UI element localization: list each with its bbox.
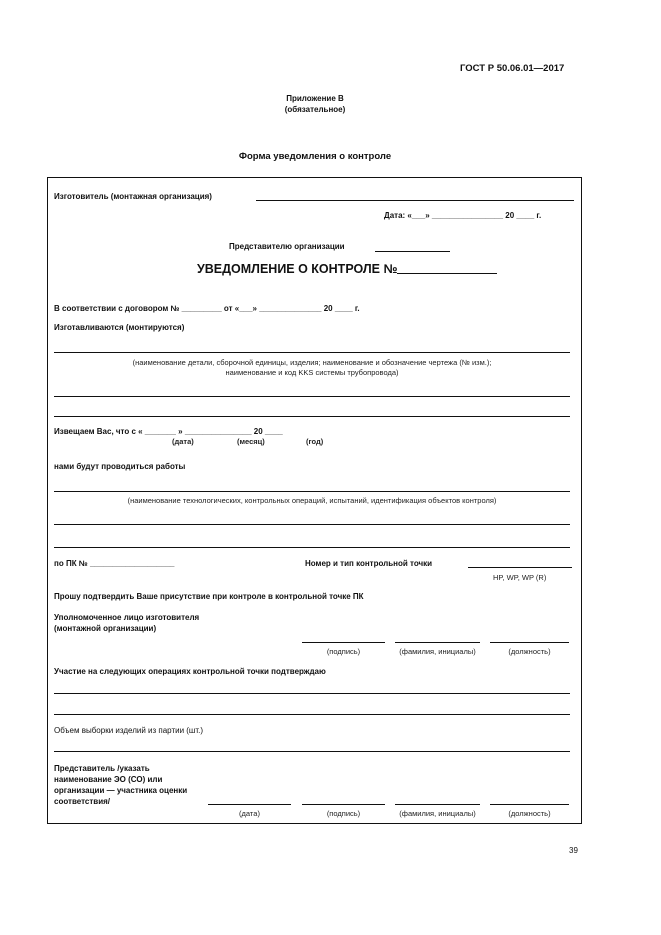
appendix-title: Приложение В bbox=[286, 94, 344, 103]
hint-name-2: (фамилия, инициалы) bbox=[399, 809, 476, 818]
sample-volume-label: Объем выборки изделий из партии (шт.) bbox=[54, 726, 204, 735]
hint-month: (месяц) bbox=[237, 437, 265, 446]
control-point-types: HP, WP, WP (R) bbox=[493, 573, 547, 582]
hint-date: (дата) bbox=[172, 437, 194, 446]
representative-label: Представителю организации bbox=[229, 242, 345, 251]
representative-line[interactable] bbox=[375, 251, 450, 252]
notice-number-line[interactable] bbox=[397, 273, 497, 274]
works-label: нами будут проводиться работы bbox=[54, 462, 186, 471]
eo-name-line[interactable] bbox=[395, 804, 480, 805]
hint-signature-1: (подпись) bbox=[326, 647, 361, 656]
hint-position-1: (должность) bbox=[508, 647, 551, 656]
part-line-2[interactable] bbox=[54, 396, 570, 397]
hint-date-2: (дата) bbox=[239, 809, 260, 818]
manufacturer-label: Изготовитель (монтажная организация) bbox=[54, 192, 212, 201]
works-line-3[interactable] bbox=[54, 547, 570, 548]
participation-label: Участие на следующих операциях контрольной точки подтверждаю bbox=[54, 667, 326, 676]
hint-part-line2: наименование и код KKS системы трубопровода) bbox=[225, 368, 399, 377]
authorized-position-line[interactable] bbox=[490, 642, 569, 643]
notice-title: УВЕДОМЛЕНИЕ О КОНТРОЛЕ № bbox=[197, 262, 398, 276]
authorized-person: Уполномоченное лицо изготовителя (монтажной организации) bbox=[54, 613, 200, 633]
date-label: Дата: «___» ________________ 20 ____ г. bbox=[384, 211, 542, 220]
control-point-label: Номер и тип контрольной точки bbox=[305, 559, 433, 568]
manufactured-label: Изготавливаются (монтируются) bbox=[54, 323, 185, 332]
manufacturer-line[interactable] bbox=[256, 200, 574, 201]
works-line-2[interactable] bbox=[54, 524, 570, 525]
part-line-1[interactable] bbox=[54, 352, 570, 353]
part-line-3[interactable] bbox=[54, 416, 570, 417]
eo-date-line[interactable] bbox=[208, 804, 291, 805]
confirm-request: Прошу подтвердить Ваше присутствие при контроле в контрольной точке ПК bbox=[54, 592, 364, 601]
participation-line-2[interactable] bbox=[54, 714, 570, 715]
standard-number: ГОСТ Р 50.06.01—2017 bbox=[460, 63, 565, 74]
pk-label: по ПК № ___________________ bbox=[54, 559, 175, 568]
participation-line-1[interactable] bbox=[54, 693, 570, 694]
works-line-1[interactable] bbox=[54, 491, 570, 492]
authorized-name-line[interactable] bbox=[395, 642, 480, 643]
eo-signature-line[interactable] bbox=[302, 804, 385, 805]
eo-position-line[interactable] bbox=[490, 804, 569, 805]
form-title: Форма уведомления о контроле bbox=[238, 151, 392, 162]
hint-operations: (наименование технологических, контрольных операций, испытаний, идентификация объектов контроля) bbox=[127, 496, 497, 505]
appendix-subtitle: (обязательное) bbox=[284, 105, 346, 114]
hint-year: (год) bbox=[306, 437, 324, 446]
sample-volume-line[interactable] bbox=[54, 751, 570, 752]
hint-part-line1: (наименование детали, сборочной единицы, изделия; наименование и обозначение чертежа (№ изм.); bbox=[132, 358, 492, 367]
contract-text: В соответствии с договором № _________ от «___» ______________ 20 ____ г. bbox=[54, 304, 360, 313]
eo-representative: Представитель /указать наименование ЭО (СО) или организации — участника оценки соответствия/ bbox=[54, 764, 188, 806]
control-point-line[interactable] bbox=[468, 567, 572, 568]
authorized-signature-line[interactable] bbox=[302, 642, 385, 643]
page-number: 39 bbox=[569, 846, 578, 855]
notify-text: Извещаем Вас, что с « _______ » _______________ 20 ____ bbox=[54, 427, 283, 436]
hint-position-2: (должность) bbox=[508, 809, 551, 818]
hint-name-1: (фамилия, инициалы) bbox=[399, 647, 476, 656]
hint-signature-2: (подпись) bbox=[326, 809, 361, 818]
